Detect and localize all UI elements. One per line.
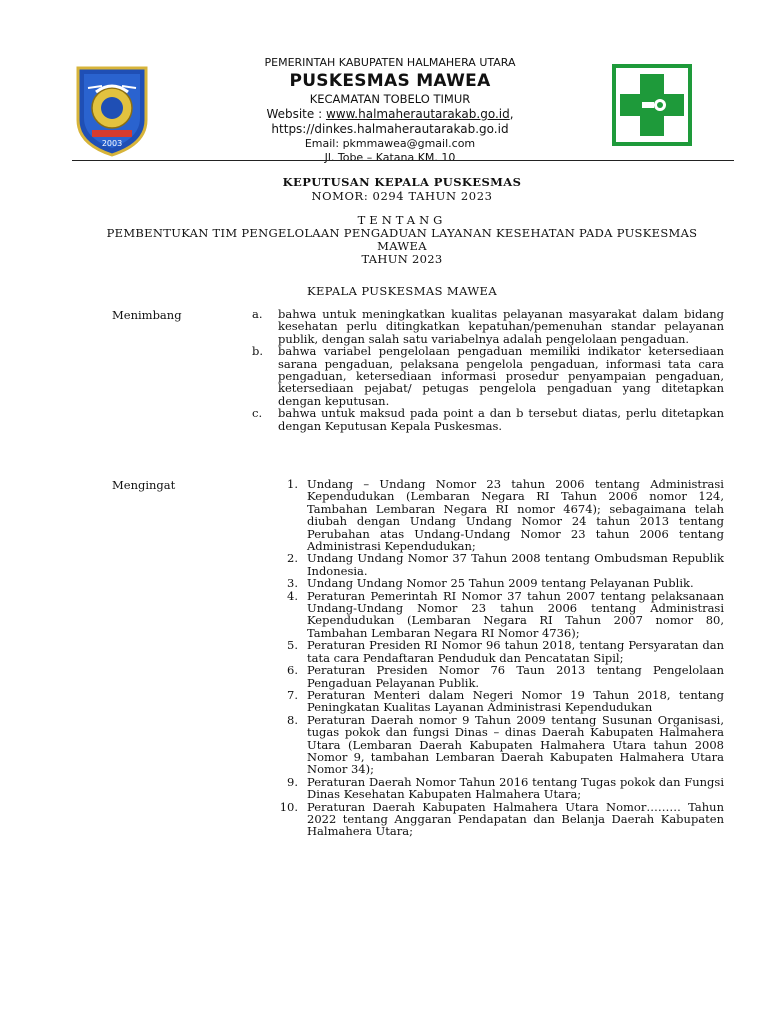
puskesmas-name: PUSKESMAS MAWEA [289,71,491,91]
item-marker: 5. [287,638,298,653]
kepala-heading: KEPALA PUSKESMAS MAWEA [306,284,498,298]
menimbang-label: Menimbang [112,308,182,322]
item-text: bahwa variabel pengelolaan pengaduan memiliki indikator ketersediaan sarana pengaduan, pelaksana pengelola pengaduan, informasi tata cara pengaduan, ketersediaan informasi prosedur penyampaian pengaduan, ketersediaan pejabat/ petugas pengelola pengaduan yang ditetapkan dengan keputusan. [278,344,724,408]
website-suffix: , [509,107,514,121]
item-marker: 1. [287,477,298,491]
decree-number: NOMOR: 0294 TAHUN 2023 [311,189,493,203]
website-label: Website : [266,107,326,121]
item-marker: c. [252,406,263,421]
list-item [252,308,724,345]
decree-year: TAHUN 2023 [361,252,443,266]
list-item [252,552,724,577]
item-text: Undang Undang Nomor 25 Tahun 2009 tentang Pelayanan Publik. [307,576,694,591]
address-line: Jl. Tobe – Katana KM. 10 [324,151,456,164]
item-marker: 7. [287,687,298,702]
item-text: Peraturan Presiden RI Nomor 96 tahun 2018, tentang Persyaratan dan tata cara Pendaftaran Penduduk dan Pencatatan Sipil; [307,638,724,665]
mengingat-list [252,478,724,838]
item-marker: 8. [287,712,298,727]
email-line: Email: pkmmawea@gmail.com [304,137,476,150]
kecamatan-name: KECAMATAN TOBELO TIMUR [309,92,471,106]
letterhead-text [190,56,590,165]
emblem-year: 2003 [101,139,123,148]
list-item [252,590,724,640]
item-text: Peraturan Menteri dalam Negeri Nomor 19 Tahun 2018, tentang Peningkatan Kualitas Layanan Administrasi Kependudukan [307,687,724,715]
item-text: Peraturan Presiden Nomor 76 Taun 2013 tentang Pengelolaan Pengaduan Pelayanan Publik. [307,663,724,690]
item-text: bahwa untuk meningkatkan kualitas pelayanan masyarakat dalam bidang kesehatan perlu ditingkatkan kepatuhan/pemenuhan standar pelayanan publik, dengan salah satu variabelnya adalah pengelolaan pengaduan. [278,307,724,346]
mengingat-label: Mengingat [112,478,176,492]
decree-subject-line1: PEMBENTUKAN TIM PENGELOLAAN PENGADUAN LAYANAN KESEHATAN PADA PUSKESMAS [106,226,698,240]
regency-emblem-icon [72,62,152,158]
item-text: Peraturan Daerah Nomor Tahun 2016 tentang Tugas pokok dan Fungsi Dinas Kesehatan Kabupaten Halmahera Utara; [307,774,724,802]
item-text: Undang Undang Nomor 37 Tahun 2008 tentang Ombudsman Republik Indonesia. [307,551,724,578]
list-item [252,689,724,714]
health-cross-logo-icon [612,64,692,146]
item-text: Undang – Undang Nomor 23 tahun 2006 tentang Administrasi Kependudukan (Lembaran Negara RI Tahun 2006 nomor 124, Tambahan Lembaran Negara RI nomor 4674); sebagaimana telah diubah dengan Undang Undang Nomor 24 tahun 2013 tentang Perubahan atas Undang-Undang Nomor 23 tahun 2006 tentang Administrasi Kependudukan; [307,477,724,554]
website-link[interactable]: www.halmaherautarakab.go.id [325,107,510,121]
item-text: Peraturan Daerah Kabupaten Halmahera Utara Nomor……… Tahun 2022 tentang Anggaran Pendapatan dan Belanja Daerah Kabupaten Halmahera Utara; [307,799,724,839]
header-rule [72,160,734,161]
website-line [190,107,590,122]
list-item [252,478,724,552]
menimbang-list [252,308,724,432]
item-text: bahwa untuk maksud pada point a dan b tersebut diatas, perlu ditetapkan dengan Keputusan Kepala Puskesmas. [278,406,724,433]
item-marker: 10. [279,799,298,814]
government-name: PEMERINTAH KABUPATEN HALMAHERA UTARA [264,56,516,69]
item-marker: b. [252,344,264,359]
list-item [252,407,724,432]
item-marker: 3. [287,576,298,591]
list-item [252,639,724,664]
decree-heading: KEPUTUSAN KEPALA PUSKESMAS [282,175,522,189]
list-item [252,801,724,838]
decree-subject-line2: MAWEA [377,239,427,253]
list-item [252,345,724,407]
item-marker: a. [252,307,263,321]
item-marker: 4. [287,588,298,603]
list-item [252,714,724,776]
item-text: Peraturan Daerah nomor 9 Tahun 2009 tentang Susunan Organisasi, tugas pokok dan fungsi Dinas – dinas Daerah Kabupaten Halmahera Utara (Lembaran Daerah Kabupaten Halmahera Utara tahun 2008 Nomor 9, tambahan Lembaran Daerah Kabupaten Halmahera Utara Nomor 34); [307,712,724,777]
list-item [252,664,724,689]
item-marker: 2. [287,551,298,566]
dinkes-link[interactable]: https://dinkes.halmaherautarakab.go.id [271,122,509,136]
decree-title [70,175,734,298]
letterhead [0,52,768,164]
list-item [252,776,724,801]
item-marker: 6. [287,663,298,678]
item-marker: 9. [287,774,298,789]
tentang-label: TENTANG [357,213,447,227]
item-text: Peraturan Pemerintah RI Nomor 37 tahun 2007 tentang pelaksanaan Undang-Undang Nomor 23 tahun 2006 tentang Administrasi Kependudukan (Lembaran Negara RI Tahun 2007 nomor 80, Tambahan Lembaran Negara RI Nomor 4736); [307,588,724,640]
